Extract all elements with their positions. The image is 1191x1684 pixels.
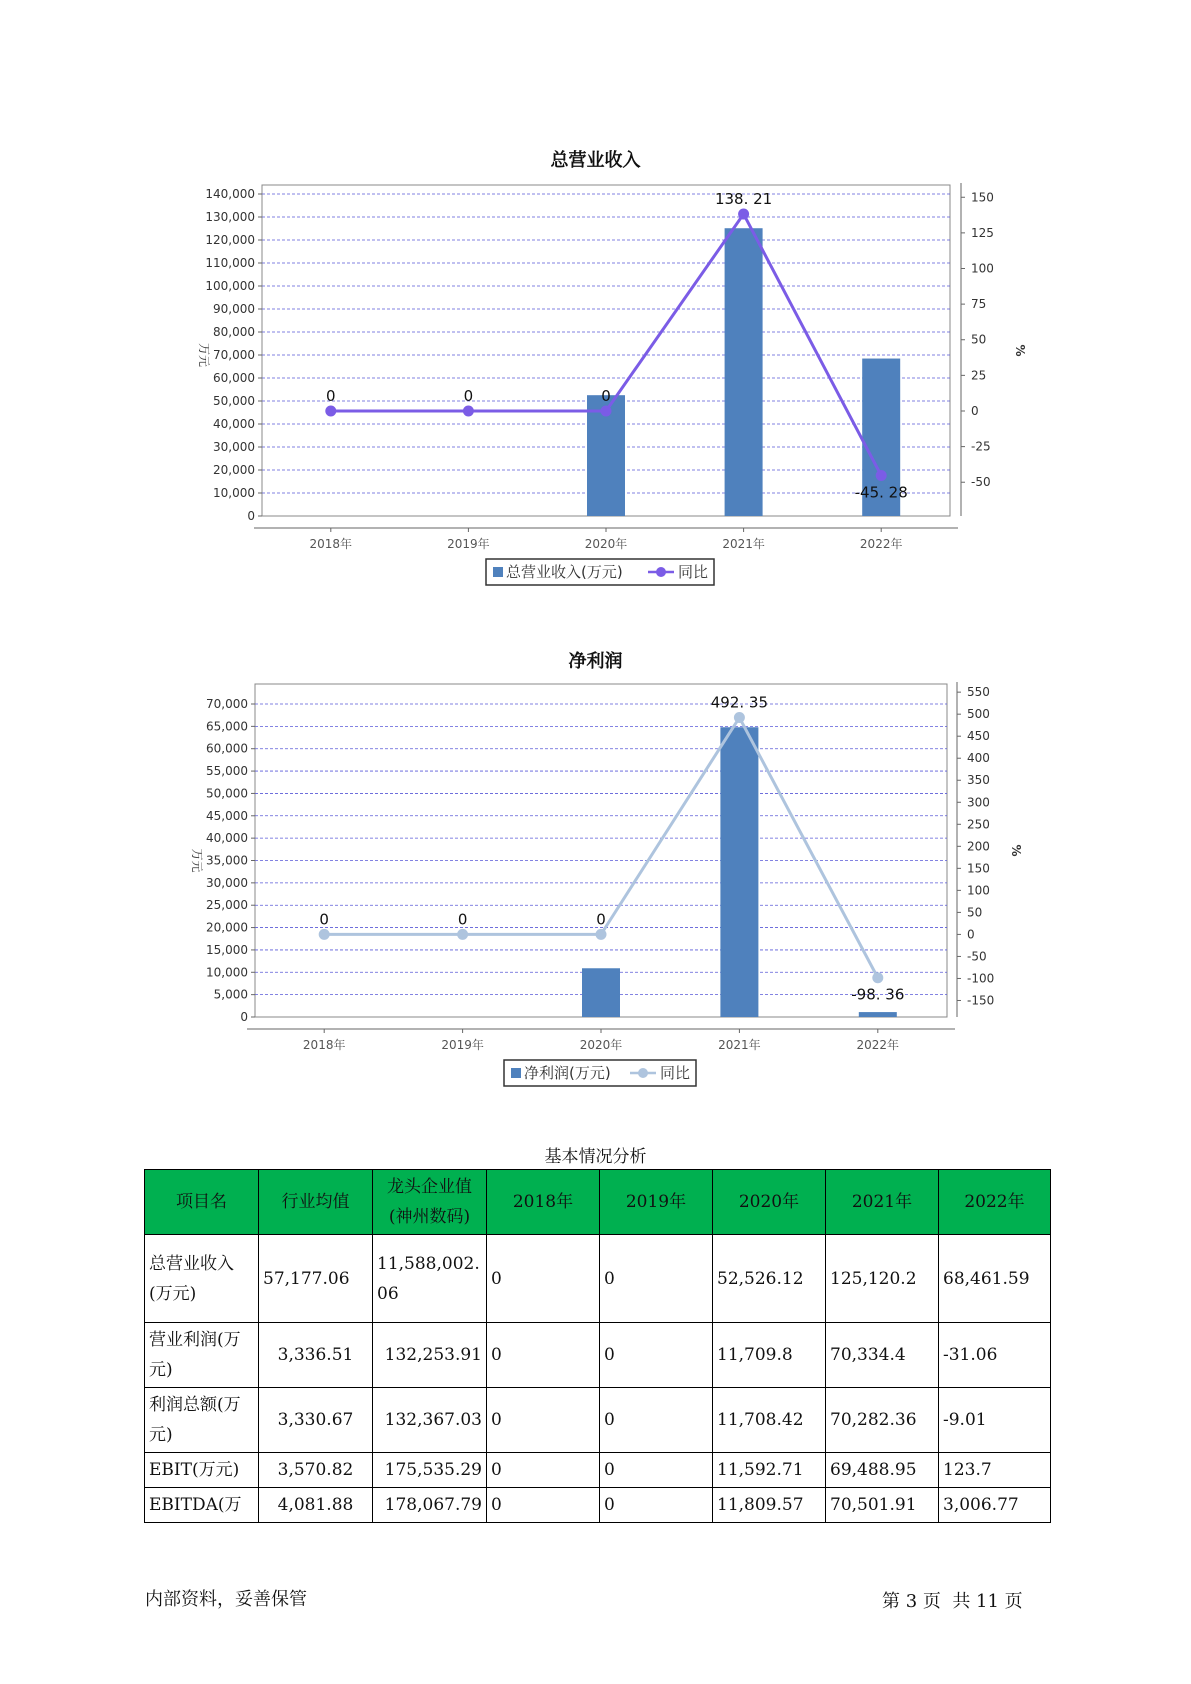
y-tick-label: 60,000 — [213, 371, 255, 385]
data-label: 0 — [601, 386, 611, 405]
x-tick-label: 2020年 — [584, 537, 628, 551]
table-cell: 0 — [487, 1323, 600, 1388]
y2-tick-label: -25 — [971, 439, 991, 454]
y-tick-label: 5,000 — [213, 987, 248, 1002]
y-tick-label: 70,000 — [206, 697, 248, 711]
line-point — [457, 929, 468, 940]
table-cell: 132,253.91 — [373, 1323, 487, 1388]
y-tick-label: 35,000 — [206, 853, 248, 868]
line-point — [734, 712, 745, 723]
y2-tick-label: 500 — [967, 707, 990, 722]
revenue-chart — [0, 180, 1191, 600]
bar — [725, 228, 763, 516]
table-cell: 0 — [487, 1235, 600, 1323]
table-cell: 11,708.42 — [713, 1388, 826, 1453]
x-tick-label: 2018年 — [302, 1038, 346, 1052]
table-cell: EBITDA(万 — [145, 1488, 259, 1523]
table-cell: 11,592.71 — [713, 1453, 826, 1488]
y-tick-label: 10,000 — [206, 965, 248, 980]
table-cell: EBIT(万元) — [145, 1453, 259, 1488]
table-row — [145, 1388, 1051, 1453]
footer-confidential-note: 内部资料，妥善保管 — [145, 1589, 307, 1610]
table-row — [145, 1453, 1051, 1488]
line-point — [596, 929, 607, 940]
y2-tick-label: 250 — [967, 817, 990, 832]
legend-bar-swatch — [493, 567, 503, 577]
y2-tick-label: 0 — [971, 403, 979, 418]
y2-tick-label: 550 — [967, 685, 990, 700]
legend-bar-label: 总营业收入(万元) — [506, 563, 623, 581]
y2-axis-title: % — [1013, 344, 1027, 357]
y-tick-label: 65,000 — [206, 719, 248, 734]
y-tick-label: 140,000 — [205, 187, 255, 201]
table-row — [145, 1488, 1051, 1523]
line-point — [319, 929, 330, 940]
y-tick-label: 120,000 — [205, 233, 255, 247]
y-tick-label: 25,000 — [206, 898, 248, 913]
legend — [504, 1060, 696, 1086]
y-tick-label: 45,000 — [206, 808, 248, 823]
table-cell: 0 — [600, 1323, 713, 1388]
table-header-cell: 2018年 — [487, 1170, 600, 1235]
table-header-cell: 龙头企业值(神州数码) — [373, 1170, 487, 1235]
table-cell: 3,330.67 — [259, 1388, 373, 1453]
y-tick-label: 110,000 — [205, 256, 255, 270]
table-cell: 175,535.29 — [373, 1453, 487, 1488]
y-tick-label: 130,000 — [205, 210, 255, 224]
line-point — [325, 405, 336, 416]
y2-tick-label: 300 — [967, 795, 990, 810]
y2-tick-label: 350 — [967, 773, 990, 788]
y2-tick-label: 100 — [971, 261, 994, 276]
data-label: 0 — [326, 386, 336, 405]
y2-tick-label: 200 — [967, 839, 990, 854]
table-header-cell: 2022年 — [939, 1170, 1051, 1235]
y-tick-label: 50,000 — [213, 394, 255, 408]
data-label: 138. 21 — [714, 190, 773, 209]
table-row — [145, 1235, 1051, 1323]
y-tick-label: 30,000 — [206, 875, 248, 890]
x-tick-label: 2022年 — [859, 537, 903, 551]
y-tick-label: 60,000 — [206, 741, 248, 756]
table-header-cell: 2020年 — [713, 1170, 826, 1235]
table-cell: 52,526.12 — [713, 1235, 826, 1323]
table-cell: 0 — [487, 1388, 600, 1453]
y2-tick-label: -100 — [967, 971, 995, 986]
table-cell: 3,336.51 — [259, 1323, 373, 1388]
table-header-cell: 行业均值 — [259, 1170, 373, 1235]
y2-tick-label: 400 — [967, 751, 990, 766]
y-tick-label: 70,000 — [213, 348, 255, 362]
bar — [859, 1012, 897, 1017]
data-label: 0 — [463, 386, 474, 405]
table-header-cell: 项目名 — [145, 1170, 259, 1235]
table-cell: 0 — [600, 1235, 713, 1323]
y2-tick-label: -150 — [967, 993, 995, 1008]
x-tick-label: 2021年 — [722, 537, 765, 551]
y-tick-label: 0 — [247, 509, 255, 523]
table-cell: 70,282.36 — [826, 1388, 939, 1453]
y2-tick-label: 125 — [971, 225, 994, 240]
y2-tick-label: 50 — [971, 332, 987, 347]
x-tick-label: 2021年 — [718, 1038, 761, 1052]
y-tick-label: 50,000 — [206, 786, 248, 801]
y-tick-label: 40,000 — [206, 831, 248, 846]
table-cell: 11,709.8 — [713, 1323, 826, 1388]
line-point — [601, 405, 612, 416]
chart-title-revenue: 总营业收入 — [550, 150, 641, 171]
legend-line-label: 同比 — [678, 563, 709, 581]
y2-tick-label: 150 — [967, 861, 990, 876]
bar — [720, 727, 758, 1017]
table-cell: 70,334.4 — [826, 1323, 939, 1388]
legend-line-marker — [638, 1068, 648, 1078]
y-axis-title: 万元 — [197, 342, 211, 368]
y2-tick-label: 75 — [971, 297, 987, 312]
table-header-cell: 2019年 — [600, 1170, 713, 1235]
y2-tick-label: 100 — [967, 883, 990, 898]
line-point — [872, 972, 883, 983]
table-cell: 0 — [487, 1488, 600, 1523]
table-cell: 68,461.59 — [939, 1235, 1051, 1323]
legend-bar-swatch — [511, 1068, 521, 1078]
line-point — [738, 209, 749, 220]
table-cell: 123.7 — [939, 1453, 1051, 1488]
data-label: 0 — [319, 910, 329, 929]
table-cell: 0 — [600, 1453, 713, 1488]
basic-analysis-table — [144, 1169, 1051, 1523]
y2-tick-label: 25 — [971, 368, 987, 383]
y2-tick-label: 150 — [971, 190, 994, 205]
x-tick-label: 2019年 — [441, 1038, 484, 1052]
table-cell: 利润总额(万元) — [145, 1388, 259, 1453]
y-tick-label: 40,000 — [213, 417, 255, 431]
chart-title-net-profit: 净利润 — [568, 651, 623, 672]
legend-bar-label: 净利润(万元) — [524, 1064, 611, 1082]
table-cell: 69,488.95 — [826, 1453, 939, 1488]
table-cell: 营业利润(万元) — [145, 1323, 259, 1388]
table-title: 基本情况分析 — [544, 1147, 647, 1167]
net-profit-chart — [0, 680, 1191, 1100]
y-tick-label: 55,000 — [206, 764, 248, 779]
data-label: -45. 28 — [854, 483, 908, 502]
y2-axis-title: % — [1009, 844, 1023, 857]
table-cell: 132,367.03 — [373, 1388, 487, 1453]
legend — [486, 559, 714, 585]
table-row — [145, 1323, 1051, 1388]
y-tick-label: 0 — [240, 1010, 248, 1024]
y-axis-title: 万元 — [190, 848, 204, 873]
plot-frame — [255, 684, 947, 1017]
line-point — [876, 470, 887, 481]
x-tick-label: 2018年 — [309, 537, 353, 551]
legend-line-label: 同比 — [660, 1064, 691, 1082]
footer-page-number: 第 3 页 共 11 页 — [882, 1591, 1023, 1612]
y-tick-label: 10,000 — [213, 486, 255, 500]
table-cell: 3,006.77 — [939, 1488, 1051, 1523]
table-cell: 0 — [600, 1388, 713, 1453]
table-cell: 11,809.57 — [713, 1488, 826, 1523]
table-cell: 0 — [487, 1453, 600, 1488]
table-header-cell: 2021年 — [826, 1170, 939, 1235]
table-header-row — [145, 1170, 1051, 1235]
y-tick-label: 100,000 — [205, 279, 255, 293]
y2-tick-label: 50 — [967, 905, 983, 920]
table-cell: -31.06 — [939, 1323, 1051, 1388]
data-label: 0 — [596, 910, 606, 929]
y-tick-label: 15,000 — [206, 942, 248, 957]
data-label: -98. 36 — [851, 985, 905, 1004]
x-tick-label: 2020年 — [579, 1038, 623, 1052]
table-cell: 57,177.06 — [259, 1235, 373, 1323]
legend-line-marker — [656, 567, 666, 577]
table-cell: 3,570.82 — [259, 1453, 373, 1488]
y2-tick-label: 450 — [967, 729, 990, 744]
y-tick-label: 90,000 — [213, 302, 255, 316]
y-tick-label: 20,000 — [206, 920, 248, 935]
table-cell: 总营业收入(万元) — [145, 1235, 259, 1323]
line-point — [463, 405, 474, 416]
x-tick-label: 2019年 — [447, 537, 490, 551]
table-cell: 125,120.2 — [826, 1235, 939, 1323]
y-tick-label: 80,000 — [213, 325, 255, 339]
y2-tick-label: -50 — [967, 949, 987, 964]
y-tick-label: 30,000 — [213, 440, 255, 454]
table-cell: 4,081.88 — [259, 1488, 373, 1523]
x-tick-label: 2022年 — [856, 1038, 900, 1052]
table-cell: 11,588,002.06 — [373, 1235, 487, 1323]
data-label: 0 — [457, 910, 468, 929]
table-cell: 178,067.79 — [373, 1488, 487, 1523]
data-label: 492. 35 — [710, 693, 769, 712]
bar — [582, 968, 620, 1017]
y2-tick-label: -50 — [971, 475, 991, 490]
y-tick-label: 20,000 — [213, 463, 255, 477]
table-cell: 0 — [600, 1488, 713, 1523]
table-cell: -9.01 — [939, 1388, 1051, 1453]
table-cell: 70,501.91 — [826, 1488, 939, 1523]
y2-tick-label: 0 — [967, 927, 975, 942]
